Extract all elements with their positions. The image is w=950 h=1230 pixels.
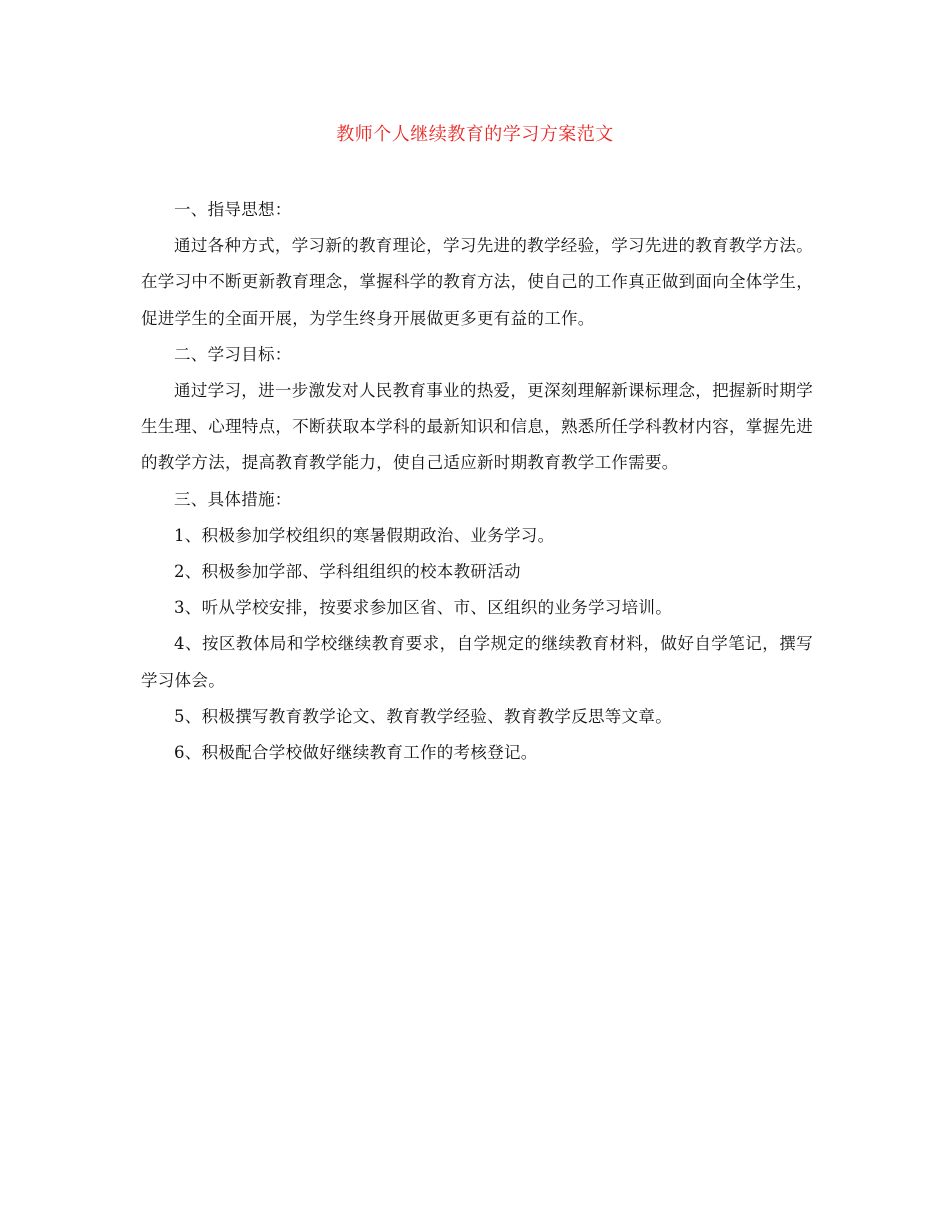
paragraph-guiding-idea: 通过各种方式，学习新的教育理论，学习先进的教学经验，学习先进的教育教学方法。在学习中不断更新教育理念，掌握科学的教育方法，使自己的工作真正做到面向全体学生，促进学生的全面开展，为学生终身开展做更多更有益的工作。	[141, 236, 813, 328]
measure-item-1: 1、积极参加学校组织的寒暑假期政治、业务学习。	[174, 525, 555, 545]
section-heading-guiding-idea: 一、指导思想：	[174, 200, 292, 219]
document-title: 教师个人继续教育的学习方案范文	[336, 124, 614, 145]
measure-item-4: 4、按区教体局和学校继续教育要求，自学规定的继续教育材料，做好自学笔记，撰写学习体会。	[141, 634, 813, 690]
measure-item-2: 2、积极参加学部、学科组组织的校本教研活动	[174, 562, 521, 582]
measure-item-5: 5、积极撰写教育教学论文、教育教学经验、教育教学反思等文章。	[174, 706, 672, 726]
measure-item-3: 3、听从学校安排，按要求参加区省、市、区组织的业务学习培训。	[174, 598, 672, 618]
section-heading-learning-goals: 二、学习目标：	[174, 344, 292, 364]
paragraph-learning-goals: 通过学习，进一步激发对人民教育事业的热爱，更深刻理解新课标理念，把握新时期学生生理、心理特点，不断获取本学科的最新知识和信息，熟悉所任学科教材内容，掌握先进的教学方法，提高教育教学能力，使自己适应新时期教育教学工作需要。	[141, 381, 813, 473]
document-body	[141, 192, 813, 771]
measure-item-6: 6、积极配合学校做好继续教育工作的考核登记。	[174, 743, 538, 763]
section-heading-measures: 三、具体措施：	[174, 489, 292, 509]
